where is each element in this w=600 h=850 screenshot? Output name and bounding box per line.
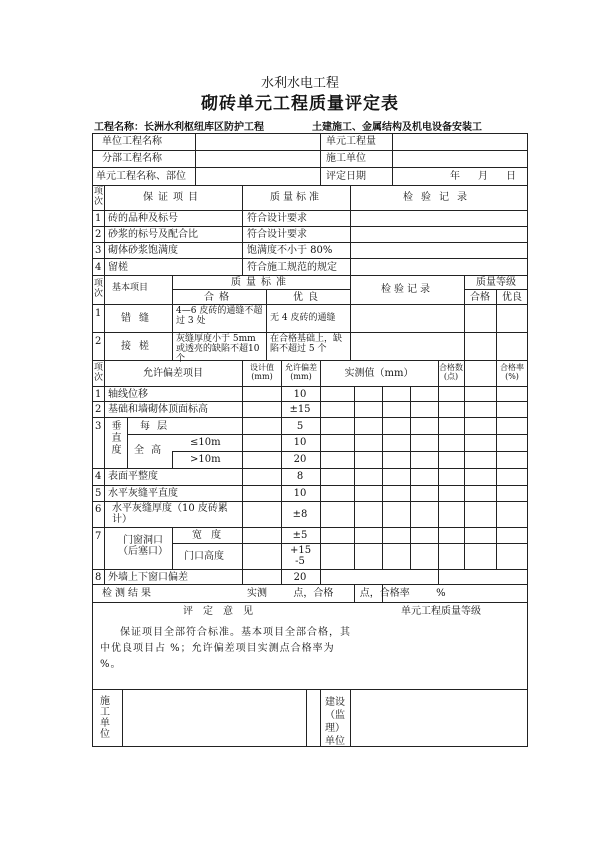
eval-date-label: 评定日期 (326, 171, 366, 182)
result-label: 检测结果 (102, 588, 154, 599)
basic-excellent-header: 优良 (293, 292, 323, 303)
full-height-label: 全 高 (134, 445, 164, 456)
tolerance-row-allow: 10 (293, 488, 307, 499)
basic-row-pass: 灰缝厚度小于 5mm或透亮的缺陷不超10个 (176, 334, 260, 364)
tolerance-row-no: 5 (95, 488, 102, 499)
basic-row-no: 1 (95, 308, 102, 319)
tolerance-row-allow: 8 (296, 471, 304, 482)
tolerance-pass-points-header: 合格数(点) (439, 363, 463, 381)
guarantee-row-no: 1 (95, 213, 102, 224)
tolerance-allow-header: 允许偏差(mm) (285, 363, 317, 381)
door-height-label: 门口高度 (184, 551, 224, 562)
height-gt-10m-label: >10m (190, 454, 221, 465)
guarantee-row-standard: 符合设计要求 (247, 213, 307, 224)
tolerance-row-no: 8 (95, 572, 102, 583)
guarantee-standard-header: 质量标准 (270, 192, 322, 203)
guarantee-row-item: 留槎 (108, 262, 128, 273)
tolerance-row-allow: +15 -5 (290, 545, 312, 567)
opinion-text: 保证项目全部符合标准。基本项目全部合格，其中优良项目占 %；允许偏差项目实测点合格率为 %。 (100, 627, 351, 670)
sub-project-label: 分部工程名称 (102, 153, 162, 164)
basic-record-header: 检验记录 (381, 284, 433, 295)
basic-no-header: 项次 (94, 279, 104, 299)
height-le-10m-label: ≤10m (190, 437, 221, 448)
quantity-label: 单元工程量 (326, 136, 376, 147)
tolerance-row-allow: 5 (296, 421, 304, 432)
basic-row-no: 2 (95, 336, 102, 347)
tolerance-row-item: 外墙上下窗口偏差 (108, 572, 188, 583)
guarantee-row-standard: 符合设计要求 (247, 229, 307, 240)
guarantee-record-header: 检验记录 (403, 192, 475, 203)
tolerance-row-allow: ±5 (292, 530, 308, 541)
width-label: 宽 度 (192, 530, 225, 541)
tolerance-row-allow: 10 (293, 437, 307, 448)
guarantee-row-item: 砌体砂浆饱满度 (108, 245, 178, 256)
basic-grade-header: 质量等级 (476, 277, 516, 288)
guarantee-row-standard: 符合施工规范的规定 (247, 262, 337, 273)
tolerance-row-item: 轴线位移 (108, 389, 148, 400)
tolerance-row-item: 基础和墙砌体顶面标高 (108, 404, 208, 415)
year-label: 年 (450, 171, 460, 182)
each-floor-label: 每 层 (140, 421, 170, 432)
basic-row-excellent: 无 4 皮砖的通缝 (270, 313, 336, 323)
verticality-label: 垂直度 (109, 420, 120, 456)
tolerance-measured-header: 实测值（mm） (344, 368, 414, 379)
tolerance-row-no: 3 (95, 421, 102, 432)
tolerance-row-allow: 20 (293, 572, 307, 583)
evaluation-form (92, 133, 528, 747)
form-title: 砌砖单元工程质量评定表 (201, 94, 399, 114)
basic-row-item: 错缝 (121, 313, 157, 324)
basic-grade-pass-header: 合格 (470, 292, 490, 303)
unit-project-label: 单位工程名称 (102, 136, 162, 147)
grade-header: 单元工程质量等级 (401, 606, 481, 617)
tolerance-item-header: 允许偏差项目 (143, 368, 203, 379)
basic-row-pass: 4—6 皮砖的通缝不超过 3 处 (176, 306, 263, 326)
tolerance-row-item: 表面平整度 (108, 471, 158, 482)
guarantee-row-standard: 饱满度不小于 80% (247, 245, 333, 256)
basic-row-item: 接槎 (121, 341, 157, 352)
guarantee-row-no: 3 (95, 245, 102, 256)
tolerance-row-item: 水平灰缝厚度（10 皮砖累计） (112, 503, 228, 525)
project-category: 水利水电工程 (260, 76, 339, 91)
tolerance-row-allow: 10 (293, 389, 307, 400)
basic-row-excellent: 在合格基础上，缺陷不超过 5 个 (270, 334, 343, 354)
tolerance-row-no: 4 (95, 471, 102, 482)
result-text: 实测 点，合格 点，合格率 % (247, 588, 446, 599)
tolerance-no-header: 项次 (94, 363, 104, 383)
tolerance-pass-rate-header: 合格率(%) (500, 363, 524, 381)
basic-pass-header: 合格 (204, 292, 234, 303)
guarantee-no-header: 项次 (94, 187, 104, 207)
tolerance-design-header: 设计值(mm) (250, 363, 274, 381)
tolerance-row-no: 6 (95, 504, 102, 515)
construction-unit-signature: 施工单位 (100, 696, 110, 740)
tolerance-row-no: 2 (95, 404, 102, 415)
project-name: 工程名称：长洲水利枢纽库区防护工程 (94, 122, 264, 133)
supervision-unit-signature: 建设（监理）单位 (325, 697, 345, 747)
tolerance-row-allow: 20 (293, 454, 307, 465)
tolerance-row-no: 7 (95, 531, 102, 542)
basic-grade-excellent-header: 优良 (502, 292, 522, 303)
month-label: 月 (478, 171, 488, 182)
guarantee-row-no: 4 (95, 262, 102, 273)
guarantee-row-no: 2 (95, 229, 102, 240)
tolerance-row-allow: ±15 (289, 404, 311, 415)
guarantee-row-item: 砂浆的标号及配合比 (108, 229, 198, 240)
tolerance-row-allow: ±8 (292, 509, 308, 520)
opinion-header: 评定意见 (183, 606, 263, 617)
tolerance-row-item: 门窗洞口（后塞口） (118, 535, 168, 557)
basic-item-header: 基本项目 (112, 283, 149, 293)
tolerance-row-item: 水平灰缝平直度 (108, 488, 178, 499)
project-section: 土建施工、金属结构及机电设备安装工 (312, 122, 482, 133)
guarantee-item-header: 保证项目 (143, 192, 203, 203)
element-name-label: 单元工程名称、部位 (96, 171, 186, 182)
construction-unit-label: 施工单位 (326, 153, 366, 164)
basic-standard-header: 质量标准 (231, 277, 291, 288)
day-label: 日 (506, 171, 516, 182)
guarantee-row-item: 砖的品种及标号 (108, 213, 178, 224)
tolerance-row-no: 1 (95, 389, 102, 400)
